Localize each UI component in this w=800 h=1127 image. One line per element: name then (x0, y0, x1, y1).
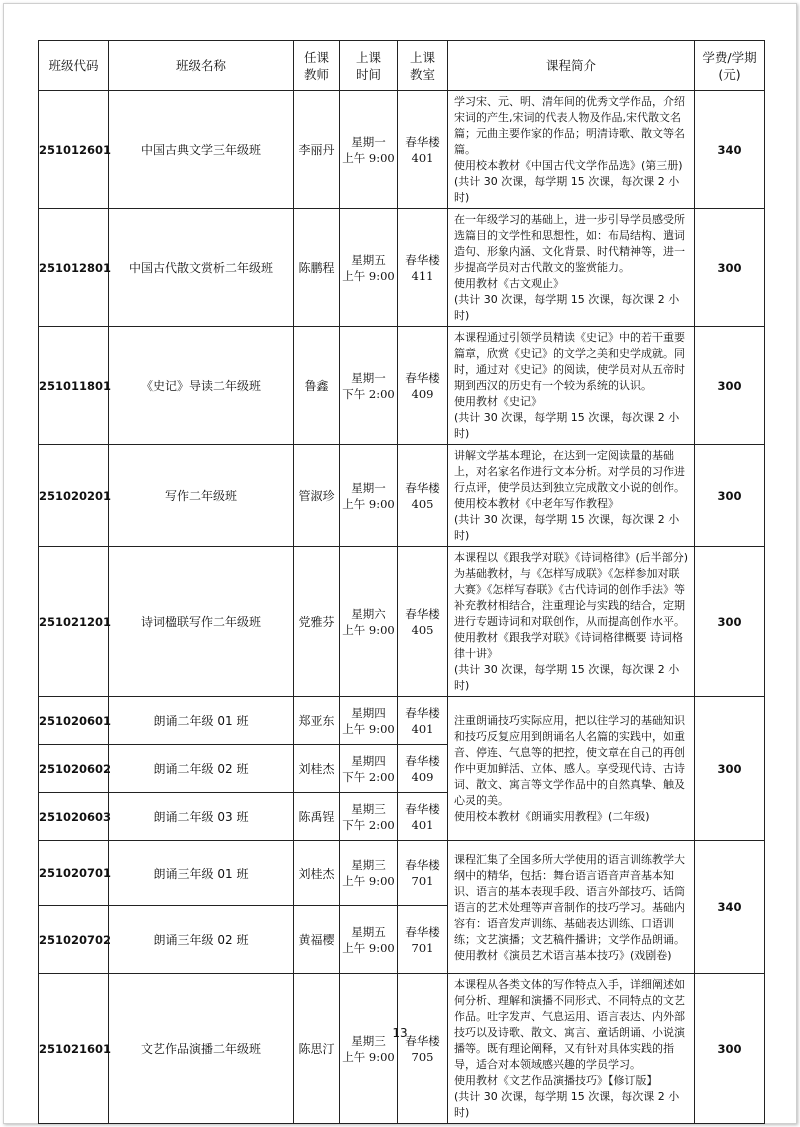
class-name: 中国古代散文赏析二年级班 (109, 209, 294, 327)
teacher-name: 陈鹏程 (294, 209, 340, 327)
class-code: 251011801 (39, 327, 109, 445)
classroom: 春华楼 405 (398, 445, 448, 547)
course-description: 在一年级学习的基础上，进一步引导学员感受所选篇目的文学性和思想性，如：布局结构、遣词造句、形象内涵、文化背景、时代精神等，进一步提高学员对古代散文的鉴赏能力。 使用教材《古文观止》 (共计 30 次课，每学期 15 次课，每次课 2 小时) (448, 209, 695, 327)
class-time: 星期五 上午 9:00 (340, 209, 398, 327)
classroom: 春华楼 701 (398, 906, 448, 974)
class-name: 朗诵二年级 01 班 (109, 697, 294, 745)
teacher-name: 陈思汀 (294, 974, 340, 1124)
class-time: 星期一 下午 2:00 (340, 327, 398, 445)
table-row (39, 445, 765, 547)
classroom: 春华楼 701 (398, 841, 448, 906)
class-name: 朗诵二年级 02 班 (109, 745, 294, 793)
tuition-fee: 300 (695, 697, 765, 841)
teacher-name: 李丽丹 (294, 91, 340, 209)
course-table (38, 40, 765, 1124)
class-time: 星期五 上午 9:00 (340, 906, 398, 974)
page-number: 13 (392, 1026, 408, 1040)
class-name: 文艺作品演播二年级班 (109, 974, 294, 1124)
class-time: 星期一 上午 9:00 (340, 445, 398, 547)
classroom: 春华楼 401 (398, 91, 448, 209)
header-row (39, 41, 765, 91)
header-code: 班级代码 (39, 41, 109, 91)
class-code: 251020702 (39, 906, 109, 974)
table-row (39, 547, 765, 697)
class-code: 251021601 (39, 974, 109, 1124)
table-row (39, 697, 765, 745)
classroom: 春华楼 409 (398, 745, 448, 793)
class-time: 星期三 上午 9:00 (340, 974, 398, 1124)
class-name: 诗词楹联写作二年级班 (109, 547, 294, 697)
course-description: 课程汇集了全国多所大学使用的语言训练教学大纲中的精华，包括：舞台语言语音声音基本知识、语言的基本表现手段、语言外部技巧、话筒语言的艺术处理等声音制作的技巧学习。基础内容有：语音发声训练、基础表达训练、口语训练；文艺演播；文艺稿件播讲；文学作品朗诵。 使用教材《演员艺术语言基本技巧》(戏剧卷) (448, 841, 695, 974)
table-row (39, 327, 765, 445)
class-code: 251020601 (39, 697, 109, 745)
class-time: 星期三 下午 2:00 (340, 793, 398, 841)
teacher-name: 陈禹锃 (294, 793, 340, 841)
teacher-name: 党雅芬 (294, 547, 340, 697)
course-description: 本课程通过引领学员精读《史记》中的若干重要篇章，欣赏《史记》的文学之美和史学成就。同时，通过对《史记》的阅读，使学员对从五帝时期到西汉的历史有一个较为系统的认识。 使用教材《史记》 (共计 30 次课，每学期 15 次课，每次课 2 小时) (448, 327, 695, 445)
course-description: 本课程从各类文体的写作特点入手，详细阐述如何分析、理解和演播不同形式、不同特点的文艺作品。吐字发声、气息运用、语言表达、内外部技巧以及诗歌、散文、寓言、童话朗诵、小说演播等。既有理论阐释，又有针对具体实践的指导，适合对本领域感兴趣的学员学习。 使用教材《文艺作品演播技巧》【修订版】 (共计 30 次课，每学期 15 次课，每次课 2 小时) (448, 974, 695, 1124)
header-name: 班级名称 (109, 41, 294, 91)
class-code: 251020701 (39, 841, 109, 906)
course-description: 学习宋、元、明、清年间的优秀文学作品，介绍宋词的产生,宋词的代表人物及作品,宋代散文名篇；元曲主要作家的作品；明清诗歌、散文等名篇。 使用校本教材《中国古代文学作品选》(第三册) (共计 30 次课，每学期 15 次课，每次课 2 小时) (448, 91, 695, 209)
class-name: 朗诵三年级 01 班 (109, 841, 294, 906)
teacher-name: 刘桂杰 (294, 745, 340, 793)
table-row (39, 974, 765, 1124)
tuition-fee: 340 (695, 91, 765, 209)
class-code: 251012801 (39, 209, 109, 327)
tuition-fee: 300 (695, 547, 765, 697)
class-name: 中国古典文学三年级班 (109, 91, 294, 209)
class-name: 朗诵二年级 03 班 (109, 793, 294, 841)
teacher-name: 管淑珍 (294, 445, 340, 547)
classroom: 春华楼 409 (398, 327, 448, 445)
course-description: 注重朗诵技巧实际应用，把以往学习的基础知识和技巧反复应用到朗诵名人名篇的实践中，如重音、停连、气息等的把控，使文章在自己的再创作中更加鲜活、立体、感人。享受现代诗、古诗词、散文、寓言等文学作品中的自然真挚、触及心灵的美。 使用校本教材《朗诵实用教程》(二年级) (448, 697, 695, 841)
teacher-name: 郑亚东 (294, 697, 340, 745)
classroom: 春华楼 401 (398, 793, 448, 841)
table-row (39, 841, 765, 906)
class-time: 星期四 上午 9:00 (340, 697, 398, 745)
class-name: 朗诵三年级 02 班 (109, 906, 294, 974)
header-desc: 课程简介 (448, 41, 695, 91)
class-time: 星期三 上午 9:00 (340, 841, 398, 906)
class-time: 星期四 下午 2:00 (340, 745, 398, 793)
header-teacher: 任课 教师 (294, 41, 340, 91)
class-name: 写作二年级班 (109, 445, 294, 547)
teacher-name: 鲁鑫 (294, 327, 340, 445)
class-code: 251020201 (39, 445, 109, 547)
header-fee: 学费/学期 (元) (695, 41, 765, 91)
class-code: 251012601 (39, 91, 109, 209)
classroom: 春华楼 405 (398, 547, 448, 697)
class-code: 251020603 (39, 793, 109, 841)
course-description: 本课程以《跟我学对联》《诗词格律》(后半部分)为基础教材，与《怎样写成联》《怎样参加对联大赛》《怎样写春联》《古代诗词的创作手法》等补充教材相结合，注重理论与实践的结合，定期进行专题诗词和对联创作，从而提高创作水平。 使用教材《跟我学对联》《诗词格律概要 诗词格律十讲》 (共计 30 次课，每学期 15 次课，每次课 2 小时) (448, 547, 695, 697)
table-row (39, 91, 765, 209)
course-description: 讲解文学基本理论，在达到一定阅读量的基础上，对名家名作进行文本分析。对学员的习作进行点评，使学员达到独立完成散文小说的创作。 使用校本教材《中老年写作教程》 (共计 30 次课，每学期 15 次课，每次课 2 小时) (448, 445, 695, 547)
class-name: 《史记》导读二年级班 (109, 327, 294, 445)
header-room: 上课 教室 (398, 41, 448, 91)
header-time: 上课 时间 (340, 41, 398, 91)
teacher-name: 黄福樱 (294, 906, 340, 974)
table-row (39, 209, 765, 327)
class-time: 星期六 上午 9:00 (340, 547, 398, 697)
classroom: 春华楼 401 (398, 697, 448, 745)
class-code: 251020602 (39, 745, 109, 793)
class-time: 星期一 上午 9:00 (340, 91, 398, 209)
tuition-fee: 340 (695, 841, 765, 974)
tuition-fee: 300 (695, 327, 765, 445)
tuition-fee: 300 (695, 209, 765, 327)
tuition-fee: 300 (695, 974, 765, 1124)
class-code: 251021201 (39, 547, 109, 697)
classroom: 春华楼 705 (398, 974, 448, 1124)
tuition-fee: 300 (695, 445, 765, 547)
classroom: 春华楼 411 (398, 209, 448, 327)
teacher-name: 刘桂杰 (294, 841, 340, 906)
